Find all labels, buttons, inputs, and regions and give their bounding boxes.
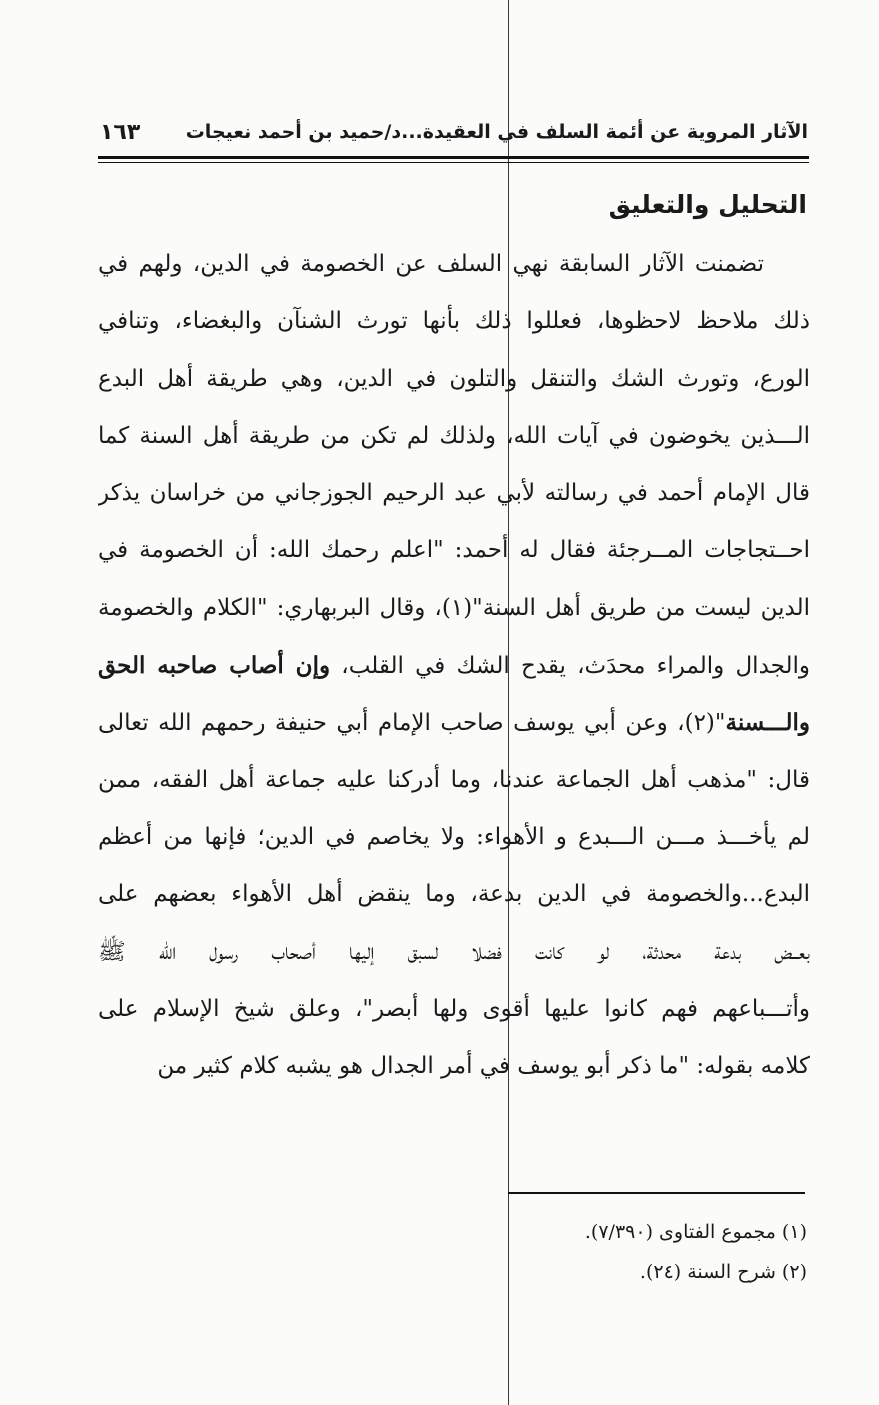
section-heading: التحليل والتعليق xyxy=(608,190,807,219)
body-text-plain: والجدال والمراء محدَث، يقدح الشك في القلب، xyxy=(330,653,810,680)
body-line: ذلك ملاحظ لاحظوها، فعللوا ذلك بأنها تورث الشنآن والبغضاء، وتنافي xyxy=(98,308,810,335)
body-line: بعــض بدعة محدثة، لو كانت فضلا لسبق إليها أصحاب رسول الله ﷺ xyxy=(98,938,810,965)
body-line xyxy=(98,694,810,751)
body-line: وأتـــباعهم فهم كانوا عليها أقوى ولها أبصر"، وعلق شيخ الإسلام على xyxy=(98,995,810,1022)
body-text-bold: والـــسنة xyxy=(725,709,810,737)
body-line: الـــذين يخوضون في آيات الله، ولذلك لم تكن من طريقة أهل السنة كما xyxy=(98,422,810,449)
body-line: احــتجاجات المــرجئة فقال له أحمد: "اعلم رحمك الله: أن الخصومة في xyxy=(98,537,810,564)
body-line: لم يأخـــذ مـــن الـــبدع و الأهواء: ولا يخاصم في الدين؛ فإنها من أعظم xyxy=(98,823,810,850)
running-header-title: الآثار المروية عن أئمة السلف في العقيدة...د/حميد بن أحمد نعيجات xyxy=(185,121,808,143)
body-line: الدين ليست من طريق أهل السنة"(١)، وقال البربهاري: "الكلام والخصومة xyxy=(98,594,810,621)
header-rule-thin xyxy=(98,162,809,163)
body-line: تضمنت الآثار السابقة نهي السلف عن الخصومة في الدين، ولهم في xyxy=(98,251,764,277)
page-number: ١٦٣ xyxy=(100,119,141,145)
footnote-separator xyxy=(508,1192,805,1194)
body-line xyxy=(98,637,810,694)
footnotes xyxy=(585,1212,807,1292)
footnote: (٢) شرح السنة (٢٤). xyxy=(639,1261,807,1283)
footnote: (١) مجموع الفتاوى (٧/٣٩٠). xyxy=(584,1221,807,1243)
running-header xyxy=(100,112,808,152)
body-text-bold: وإن أصاب صاحبه الحق xyxy=(98,652,331,680)
body-line: البدع...والخصومة في الدين بدعة، وما ينقض أهل الأهواء بعضهم على xyxy=(98,881,810,908)
body-line: الورع، وتورث الشك والتنقل والتلون في الدين، وهي طريقة أهل البدع xyxy=(98,365,810,392)
body-line: كلامه بقوله: "ما ذكر أبو يوسف في أمر الجدال هو يشبه كلام كثير من xyxy=(157,1053,810,1080)
body-line: قال: "مذهب أهل الجماعة عندنا، وما أدركنا عليه جماعة أهل الفقه، ممن xyxy=(98,766,810,793)
body-text-plain: "(٢)، وعن أبي يوسف صاحب الإمام أبي حنيفة رحمهم الله تعالى xyxy=(98,710,726,737)
body-paragraph xyxy=(98,236,810,1095)
header-rule-thick xyxy=(98,156,809,159)
body-line: قال الإمام أحمد في رسالته لأبي عبد الرحيم الجوزجاني من خراسان يذكر xyxy=(98,480,810,507)
